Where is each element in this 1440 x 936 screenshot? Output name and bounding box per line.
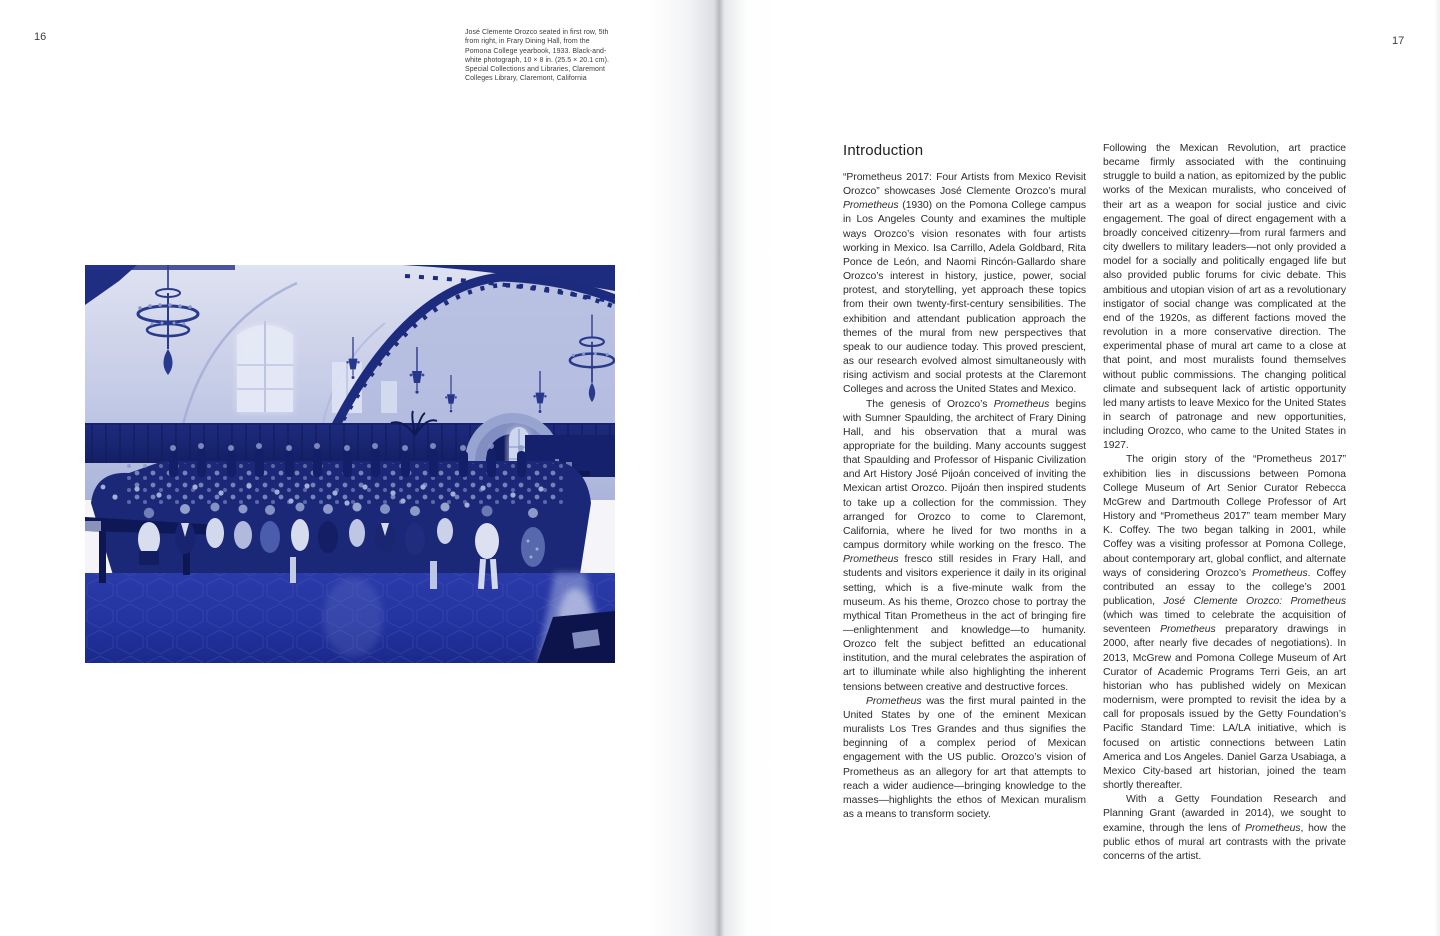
paragraph: With a Getty Foundation Research and Planning Grant (awarded in 2014), we sought to examine, through the lens of Prometheus, how the public ethos of mural art contrasts with the private concerns of the artist. xyxy=(1103,794,1346,862)
frary-hall-photograph xyxy=(85,265,615,663)
duotone-tint xyxy=(85,265,615,663)
text-column-2 xyxy=(1103,142,1346,864)
binding-gutter-shadow xyxy=(648,0,780,936)
paragraph: “Prometheus 2017: Four Artists from Mexico Revisit Orozco” showcases José Clemente Orozco’s mural Prometheus (1930) on the Pomona College campus in Los Angeles County and examines the multiple ways Orozco’s vision resonates with four artists working in Mexico. Isa Carrillo, Adela Goldbard, Rita Ponce de León, and Naomi Rincón-Gallardo share Orozco’s interest in history, justice, power, social protest, and storytelling, yet approach these topics from their own twenty-first-century sensibilities. The exhibition and attendant publication approach the themes of the mural from new perspectives that speak to our audience today. This proved prescient, as our research evolved almost simultaneously with rising activism and social protests at the Claremont Colleges and across the United States and Mexico. xyxy=(843,172,1086,396)
paragraph: Prometheus was the first mural painted in the United States by one of the eminent Mexican muralists Los Tres Grandes and thus signifies the beginning of a complex period of Mexican engagement with the US public. Orozco’s vision of Prometheus as an allegory for art that attempts to reach a wider audience—bringing knowledge to the masses—highlights the ethos of Mexican muralism as a means to transform society. xyxy=(843,695,1086,821)
page-number-right: 17 xyxy=(1392,35,1405,47)
introduction-heading: Introduction xyxy=(843,142,924,159)
text-column-1 xyxy=(843,171,1086,822)
paragraph: Following the Mexican Revolution, art practice became firmly associated with the continuing struggle to build a nation, as epitomized by the public works of the Mexican muralists, who conceived of their art as a weapon for social justice and civic engagement. The goal of direct engagement with a broadly conceived citizenry—from rural farmers and city dwellers to military leaders—not only provided a model for a socially and politically engaged life but also provided public forums for civic debate. This ambitious and utopian vision of art as a revolutionary instigator of social change was complicated at the end of the 1920s, as different factions moved the revolution in a more conservative direction. The experimental phase of mural art came to a close at that point, and most muralists found themselves without public commissions. The changing political climate and subsequent lack of artistic opportunity led many artists to leave Mexico for the United States in search of patronage and new opportunities, including Orozco, who came to the United States in 1927. xyxy=(1103,143,1346,452)
photo-caption: José Clemente Orozco seated in first row, 5th from right, in Frary Dining Hall, from the Pomona College yearbook, 1933. Black-and-white photograph, 10 × 8 in. (25.5 × 20.1 cm). Special Collections and Libraries, Claremont Colleges Library, Claremont, California xyxy=(465,29,609,83)
page-edge-shadow xyxy=(1434,0,1440,936)
page-number-left: 16 xyxy=(34,31,47,43)
frary-hall-photo-svg xyxy=(85,265,615,663)
paragraph: The genesis of Orozco’s Prometheus begins with Sumner Spaulding, the architect of Frary Dining Hall, and his observation that a mural was appropriate for the building. Many accounts suggest that Spaulding and Professor of Hispanic Civilization and Art History José Pijoán conceived of inviting the Mexican artist Orozco. Pijoán then inspired students to take up a collection for the commission. They arranged for Orozco to come to Claremont, California, where he lived for two months in a campus dormitory while working on the fresco. The Prometheus fresco still resides in Frary Hall, and students and visitors experience it daily in its original setting, which is a five-minute walk from the museum. As his theme, Orozco chose to portray the mythical Titan Prometheus in the act of bringing fire—enlightenment and knowledge—to humanity. Orozco felt the subject befitted an educational institution, and the mural celebrates the aspiration of art to illuminate while also highlighting the inherent tensions between creative and destructive forces. xyxy=(843,398,1087,693)
paragraph: The origin story of the “Prometheus 2017” exhibition lies in discussions between Pomona College Museum of Art Senior Curator Rebecca McGrew and Dartmouth College Professor of Art History and “Prometheus 2017” team member Mary K. Coffey. The two began talking in 2001, while Coffey was a visiting professor at Pomona College, about contemporary art, global conflict, and alternate ways of considering Orozco’s Prometheus. Coffey contributed an essay to the college’s 2001 publication, José Clemente Orozco: Prometheus (which was timed to celebrate the acquisition of seventeen Prometheus preparatory drawings in 2000, after nearly five decades of negotiations). In 2013, McGrew and Pomona College Museum of Art Curator of Academic Programs Terri Geis, an art historian who has published widely on Mexican modernism, were prompted to revisit the idea by a call for proposals issued by the Getty Foundation’s Pacific Standard Time: LA/LA initiative, which is focused on artistic connections between Latin America and Los Angeles. Daniel Garza Usabiaga, a Mexico City-based art historian, joined the team shortly thereafter. xyxy=(1103,454,1346,792)
